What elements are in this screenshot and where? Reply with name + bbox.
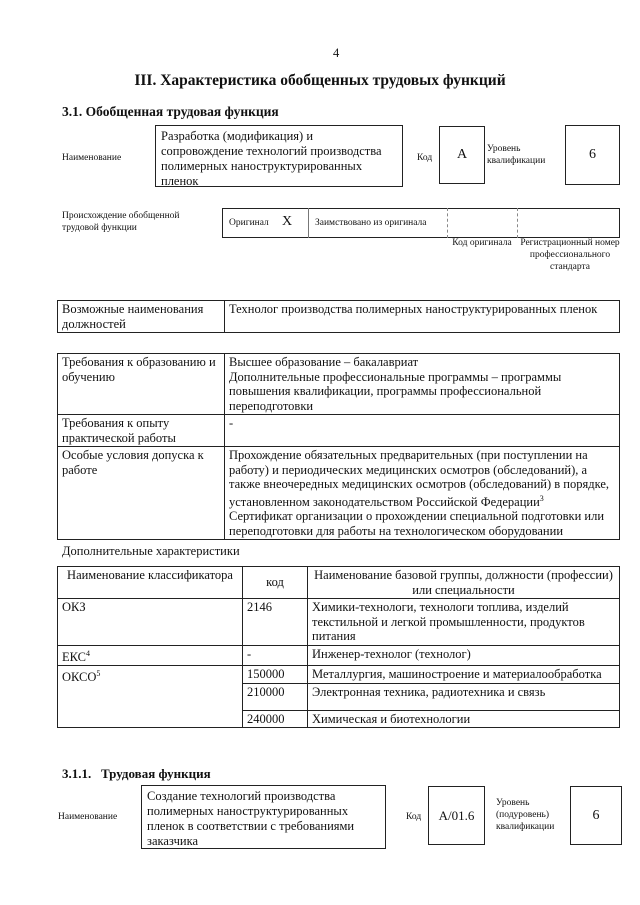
table-row <box>58 645 620 666</box>
gtf-code-label: Код <box>417 153 433 163</box>
extra-code: 2146 <box>243 599 308 646</box>
tf-code-value: А/01.6 <box>438 808 475 823</box>
extra-cls: ЕКС <box>62 649 86 664</box>
subsection-title: 3.1. Обобщенная трудовая функция <box>62 104 279 119</box>
req-education-label: Требования к образованию и обучению <box>58 354 225 415</box>
positions-label: Возможные наименования должностей <box>58 301 225 333</box>
gtf-name-value: Разработка (модификация) и сопровождение технологий производства полимерных наноструктурированных пленок <box>161 129 382 188</box>
origin-code-caption: Код оригинала <box>452 238 512 248</box>
table-row <box>58 666 620 684</box>
footnote-ref: 4 <box>86 648 90 658</box>
extra-header-cls: Наименование классификатора <box>58 567 243 599</box>
origin-reg-caption: Регистрационный номер профессионального стандарта <box>520 238 620 272</box>
extra-cls-cell <box>58 666 243 728</box>
footnote-ref: 5 <box>96 669 101 679</box>
extra-name: Металлургия, машиностроение и материалообработка <box>308 666 620 684</box>
table-row <box>58 599 620 646</box>
positions-value: Технолог производства полимерных наноструктурированных пленок <box>225 301 620 333</box>
origin-original-mark: X <box>282 214 293 229</box>
req-education-value: Высшее образование – бакалавриат Дополнительные профессиональные программы – программы повышения квалификации, программы профессиональной переподготовки <box>225 354 620 415</box>
extra-cls: ОКСО <box>62 670 97 685</box>
extra-table <box>57 566 620 728</box>
extra-cls: ОКЗ <box>62 600 86 614</box>
extra-name: Химическая и биотехнологии <box>308 710 620 728</box>
req-admission-value2: Сертификат организации о прохождении специальной подготовки или переподготовки для работы на технологическом оборудовании <box>229 509 605 538</box>
tf-name-value: Создание технологий производства полимерных наноструктурированных пленок в соответствии с требованиями заказчика <box>147 789 355 848</box>
extra-name: Химики-технологи, технологи топлива, изделий текстильной и легкой промышленности, продуктов питания <box>308 599 620 646</box>
gtf-level-label: Уровень квалификации <box>487 144 546 166</box>
extra-header-name: Наименование базовой группы, должности (профессии) или специальности <box>308 567 620 599</box>
origin-label: Происхождение обобщенной трудовой функции <box>62 211 180 233</box>
gtf-level-value: 6 <box>589 147 596 162</box>
requirements-table <box>57 353 620 540</box>
extra-code: 210000 <box>243 683 308 710</box>
req-experience-value: - <box>225 415 620 447</box>
page-number: 4 <box>333 46 340 60</box>
gtf-level-box <box>565 125 620 185</box>
origin-divider <box>517 208 518 238</box>
tf-title-text: Трудовая функция <box>101 766 211 781</box>
origin-divider <box>447 208 448 238</box>
extra-cls-cell <box>58 645 243 666</box>
gtf-code-value: А <box>456 147 468 162</box>
tf-level-box <box>570 786 622 845</box>
origin-borrowed-label: Заимствовано из оригинала <box>315 218 427 228</box>
extra-code: 150000 <box>243 666 308 684</box>
tf-code-box <box>428 786 485 845</box>
tf-title-num: 3.1.1. <box>62 766 92 781</box>
extra-header-code: код <box>243 567 308 599</box>
gtf-name-box <box>155 125 403 187</box>
req-experience-label: Требования к опыту практической работы <box>58 415 225 447</box>
extra-cls-cell <box>58 599 243 646</box>
tf-code-label: Код <box>406 812 422 822</box>
footnote-ref: 3 <box>539 493 544 503</box>
req-admission-cell <box>225 447 620 540</box>
gtf-code-box <box>439 126 485 184</box>
tf-name-box <box>141 785 386 849</box>
tf-level-label: Уровень (подуровень) квалификации <box>496 798 555 832</box>
origin-original-label: Оригинал <box>229 218 269 228</box>
gtf-name-label: Наименование <box>62 153 122 163</box>
positions-table <box>57 300 620 333</box>
tf-level-value: 6 <box>592 808 600 823</box>
extra-name: Электронная техника, радиотехника и связь <box>308 683 620 710</box>
extra-name: Инженер-технолог (технолог) <box>308 645 620 666</box>
extra-code: - <box>243 645 308 666</box>
extra-code: 240000 <box>243 710 308 728</box>
origin-divider <box>308 208 309 238</box>
req-admission-label: Особые условия допуска к работе <box>58 447 225 540</box>
extra-title: Дополнительные характеристики <box>62 544 240 558</box>
tf-name-label: Наименование <box>58 812 118 822</box>
section-title: III. Характеристика обобщенных трудовых функций <box>134 72 506 89</box>
tf-title <box>62 766 211 782</box>
req-admission-value: Прохождение обязательных предварительных (при поступлении на работу) и периодических медицинских осмотров (обследований), а также внеочередных медицинских осмотров (обследований) в порядке, установленном законодательством Российской Федерации <box>229 448 610 509</box>
